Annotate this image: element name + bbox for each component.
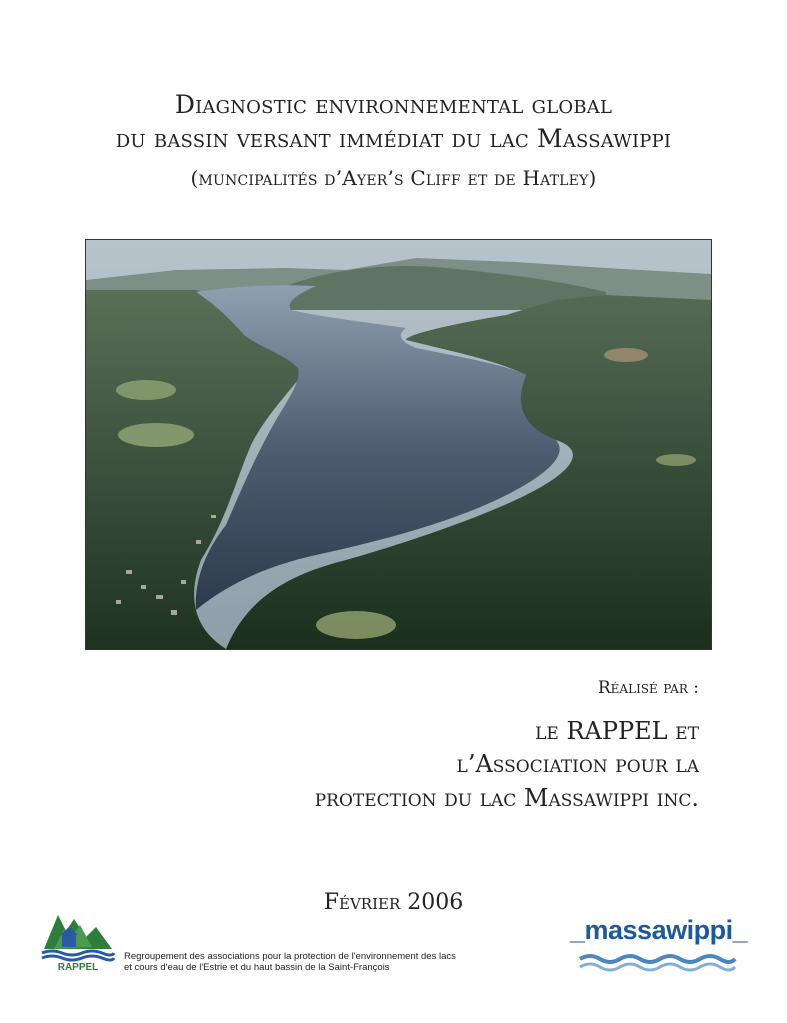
credits-heading: Réalisé par : — [597, 678, 699, 698]
wave-icon — [570, 951, 745, 973]
rappel-logo-icon — [40, 907, 116, 971]
aerial-lake-photo-icon — [86, 240, 711, 649]
credits-suffix: et — [667, 717, 699, 745]
rappel-logo-text: RAPPEL — [57, 962, 99, 971]
credits-line-1 — [535, 717, 699, 745]
title-line-1: Diagnostic environnemental global — [174, 90, 613, 119]
credits-brand: RAPPEL — [566, 717, 668, 745]
massawippi-logo-text: _massawippi_ — [570, 915, 748, 945]
credits-line-2: l’Association pour la — [456, 750, 699, 778]
publication-date: Février 2006 — [323, 890, 464, 915]
title-line-2: du bassin versant immédiat du lac Massawippi — [115, 124, 672, 153]
rappel-caption-line-1: Regroupement des associations pour la protection de l'environnement des lacs — [124, 951, 456, 962]
rappel-logo — [40, 907, 116, 971]
rappel-caption — [124, 951, 504, 973]
rappel-caption-line-2: et cours d'eau de l'Estrie et du haut bassin de la Saint-François — [124, 962, 390, 973]
title-subtitle: (muncipalités d’Ayer’s Cliff et de Hatley) — [190, 166, 597, 190]
credits-line-3: protection du lac Massawippi inc. — [314, 784, 699, 812]
massawippi-logo — [570, 915, 748, 973]
credits-prefix: le — [535, 717, 567, 745]
aerial-lake-photo — [85, 239, 712, 650]
